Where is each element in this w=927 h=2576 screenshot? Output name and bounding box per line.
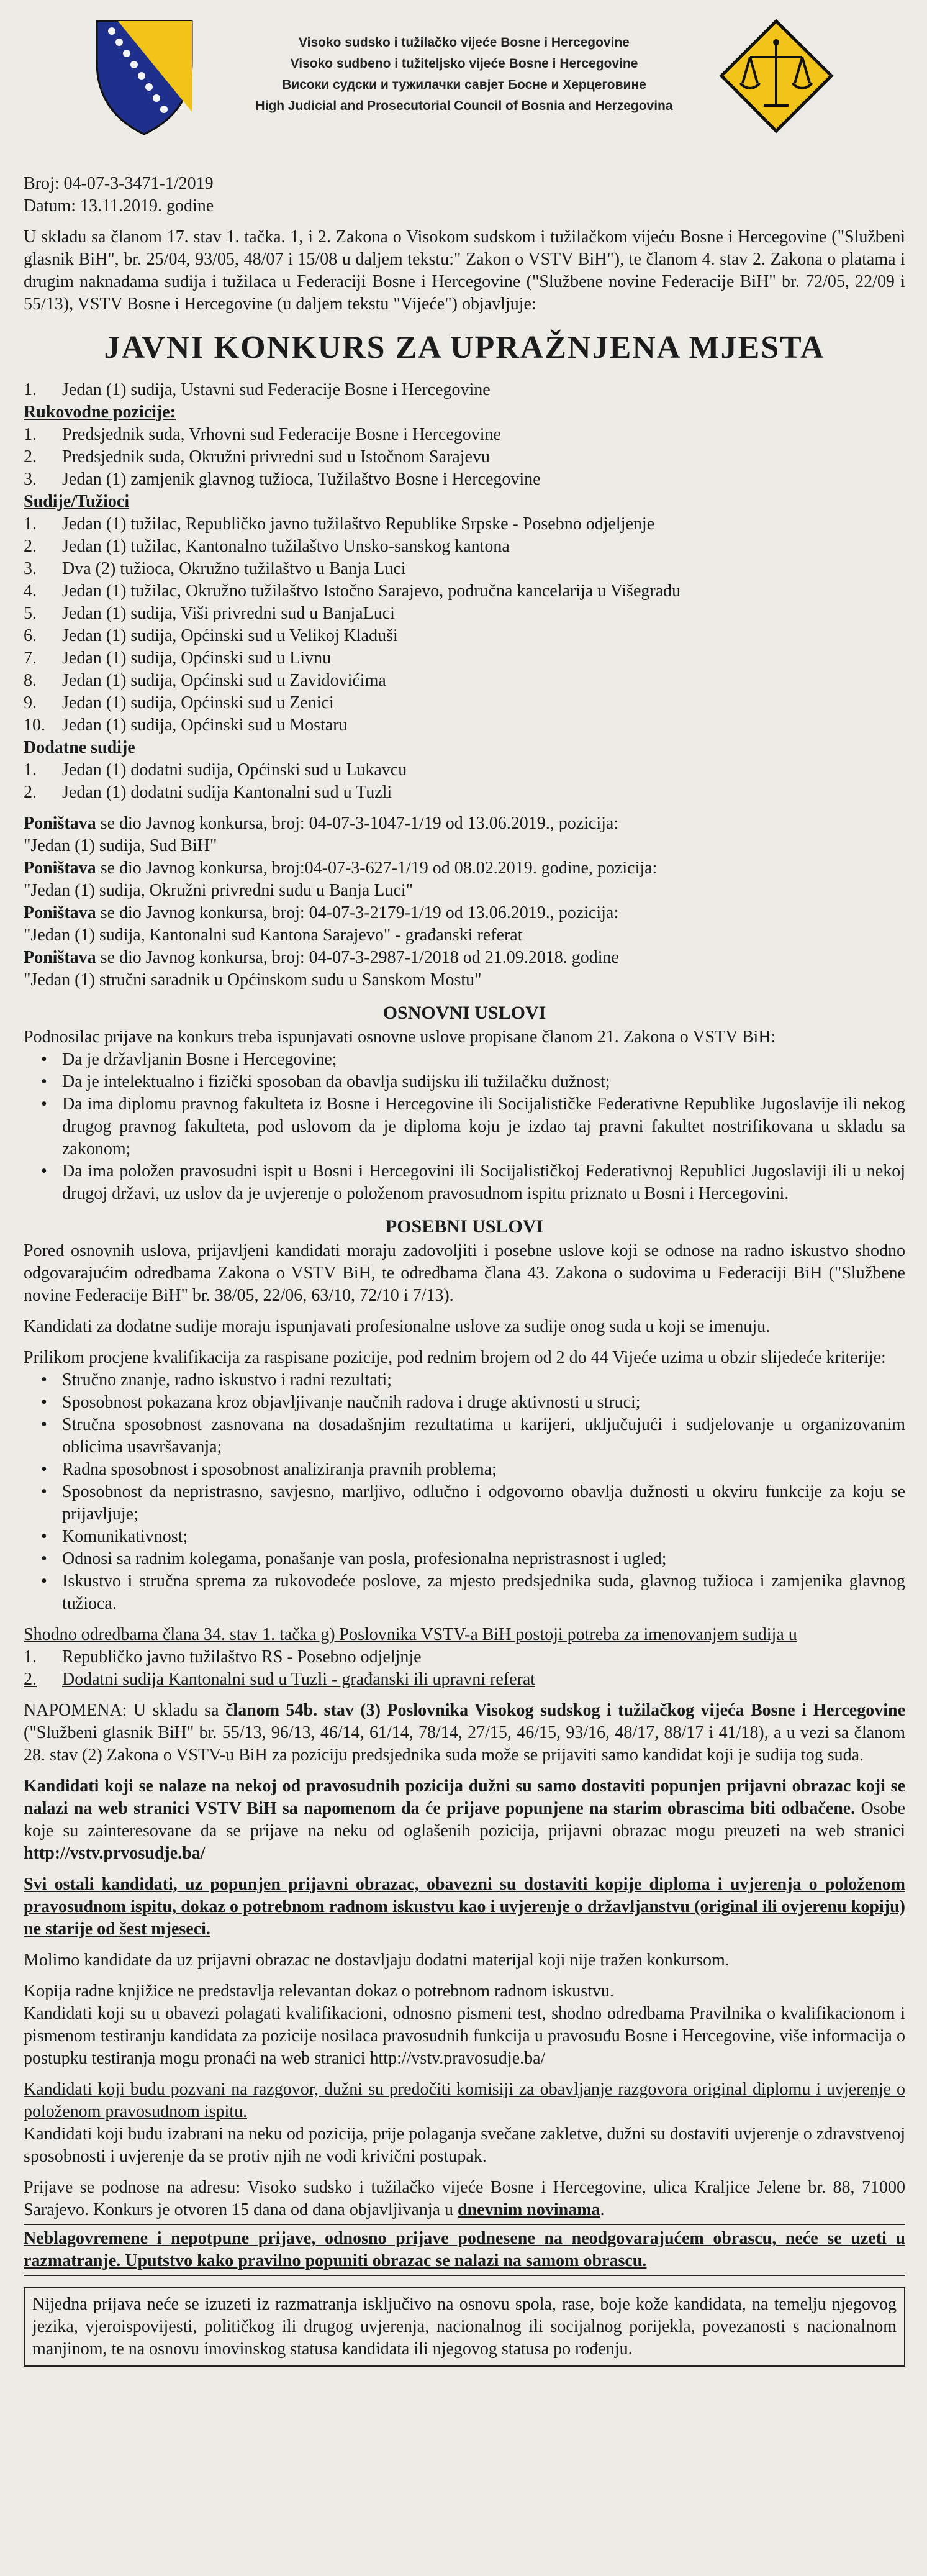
page-title: JAVNI KONKURS ZA UPRAŽNJENA MJESTA	[104, 330, 825, 365]
list-item: 3. Dva (2) tužioca, Okružno tužilaštvo u Banja Luci	[24, 559, 406, 578]
list-item: 2. Predsjednik suda, Okružni privredni sud u Istočnom Sarajevu	[24, 447, 490, 467]
annulment-position: "Jedan (1) sudija, Okružni privredni sudu u Banja Luci"	[24, 881, 414, 900]
annulment-position: "Jedan (1) sudija, Kantonalni sud Kantona Sarajevo" - građanski referat	[24, 926, 523, 945]
additional-judges-heading: Dodatne sudije	[24, 738, 135, 757]
annulment-line: Poništava se dio Javnog konkursa, broj: 04-07-3-1047-1/19 od 13.06.2019., pozicija:	[24, 814, 619, 833]
list-item: • Komunikativnost;	[41, 1527, 188, 1546]
management-heading: Rukovodne pozicije:	[24, 403, 176, 422]
annulment-line: Poništava se dio Javnog konkursa, broj:04-07-3-627-1/19 od 08.02.2019. godine, pozicija:	[24, 858, 658, 878]
list-item: • Stručna sposobnost zasnovana na dosadašnjim rezultatima u karijeri, uključujući i sudjelovanje u organizovanim oblicima usavršavanja;	[41, 1415, 905, 1457]
list-item: 1. Republičko javno tužilaštvo RS - Posebno odjeljnje	[24, 1647, 422, 1667]
list-item: 1. Jedan (1) dodatni sudija, Općinski sud u Lukavcu	[24, 760, 407, 780]
list-item: 3. Jedan (1) zamjenik glavnog tužioca, Tužilaštvo Bosne i Hercegovine	[24, 470, 541, 489]
scales-of-justice-icon	[719, 19, 834, 134]
testing-note: Kandidati koji su u obavezi polagati kvalifikacioni, odnosno pismeni test, shodno odredbama Pravilnika o kvalifikacionom i pismenom testiranju kandidata za pozicije nosilaca pravosudnih funkcija u pravosuđu Bosne i Hercegovine, više informacija o postupku testiranja mogu pronaći na web stranici http://vstv.pravosudje.ba/	[24, 2004, 905, 2068]
announcement-body	[24, 173, 905, 2367]
list-item: • Sposobnost da nepristrasno, savjesno, marljivo, odlučno i odgovorno obavlja dužnosti u okviru funkcije za koju se prijavljuje;	[41, 1482, 905, 1524]
list-item: 7. Jedan (1) sudija, Općinski sud u Livnu	[24, 649, 332, 668]
list-item: • Da je intelektualno i fizički sposoban da obavlja sudijsku ili tužilačku dužnost;	[41, 1072, 610, 1091]
annulment-line: Poništava se dio Javnog konkursa, broj: 04-07-3-2987-1/2018 od 21.09.2018. godine	[24, 948, 619, 967]
address-paragraph: Prijave se podnose na adresu: Visoko sudsko i tužilačko vijeće Bosne i Hercegovine, ulica Kraljice Jelene br. 88, 71000 Sarajevo. Konkurs je otvoren 15 dana od dana objavljivanja u dnevnim novinama.	[24, 2178, 905, 2219]
list-item: • Sposobnost pokazana kroz objavljivanje naučnih radova i druge aktivnosti u struci;	[41, 1393, 641, 1412]
list-item: • Da ima položen pravosudni ispit u Bosni i Hercegovini ili Socijalističkoj Federativnoj Republici Jugoslaviji ili u nekoj drugoj državi, uz uslov da je uvjerenje o položenom pravosudnom ispitu priznato u Bosni i Hercegovini.	[41, 1162, 905, 1203]
letterhead	[0, 0, 927, 155]
coat-of-arms-icon	[93, 19, 196, 137]
list-item: • Da je državljanin Bosne i Hercegovine;	[41, 1050, 337, 1069]
reference-date: Datum: 13.11.2019. godine	[24, 196, 214, 216]
list-item: 1. Predsjednik suda, Vrhovni sud Federacije Bosne i Hercegovine	[24, 425, 501, 444]
council-name	[242, 32, 686, 117]
council-name-line: High Judicial and Prosecutorial Council of Bosnia and Herzegovina	[255, 99, 673, 113]
no-extra-material: Molimo kandidate da uz prijavni obrazac ne dostavljaju dodatni materijal koji nije tražen konkursom.	[24, 1950, 730, 1970]
intro-paragraph: U skladu sa članom 17. stav 1. tačka. 1, i 2. Zakona o Visokom sudskom i tužilačkom vijeću Bosne i Hercegovine ("Službeni glasnik BiH", br. 25/04, 93/05, 48/07 i 15/08 u daljem tekstu:" Zakon o VSTV BiH"), te članom 4. stav 2. Zakona o platama i drugim naknadama sudija i tužilaca u Federaciji Bosne i Hercegovine ("Službene novine Federacije BiH" br. 72/05, 22/09 i 55/13), VSTV Bosne i Hercegovine (u daljem tekstu "Vijeće") objavljuje:	[24, 227, 905, 314]
management-list	[24, 424, 905, 491]
list-item: 9. Jedan (1) sudija, Općinski sud u Zenici	[24, 693, 334, 712]
list-item: 2. Dodatni sudija Kantonalni sud u Tuzli - građanski ili upravni referat	[24, 1670, 536, 1689]
late-applications-note: Neblagovremene i nepotpune prijave, odnosno prijave podnesene na neodgovarajućem obrascu, neće se uzeti u razmatranje. Uputstvo kako pravilno popuniti obrazac se nalazi na samom obrascu.	[24, 2229, 905, 2270]
council-name-line: Visoko sudbeno i tužiteljsko vijeće Bosne i Hercegovine	[290, 57, 638, 71]
form-paragraph: Kandidati koji se nalaze na nekoj od pravosudnih pozicija dužni su samo dostaviti popunjen prijavni obrazac koji se nalazi na web stranici VSTV BiH sa napomenom da će prijave popunjene na starim obrascima biti odbačene. Osobe koje su zainteresovane da se prijave na neku od oglašenih pozicija, prijavni obrazac mogu preuzeti na web stranici http://vstv.prvosudje.ba/	[24, 1777, 906, 1863]
council-name-line: Visoko sudsko i tužilačko vijeće Bosne i Hercegovine	[299, 35, 630, 50]
equality-statement: Nijedna prijava neće se izuzeti iz razmatranja isključivo na osnovu spola, rase, boje kože kandidata, na temelju njegovog jezika, vjeroispovijesti, političkog ili drugog uvjerenja, nacionalnog ili socijalnog porijekla, povezanosti s nacionalnom manjinom, te na osnovu imovinskog statusa kandidata ili njegovog statusa po rođenju.	[24, 2287, 905, 2367]
basic-conditions-lead: Podnosilac prijave na konkurs treba ispunjavati osnovne uslove propisane članom 21. Zakona o VSTV BiH:	[24, 1027, 776, 1047]
special-conditions-heading: POSEBNI USLOVI	[385, 1216, 544, 1237]
list-item: • Iskustvo i stručna sprema za rukovodeće poslove, za mjesto predsjednika suda, glavnog tužioca i zamjenika glavnog tužioca.	[41, 1572, 905, 1613]
list-item: 10. Jedan (1) sudija, Općinski sud u Mostaru	[24, 716, 348, 735]
list-item: 6. Jedan (1) sudija, Općinski sud u Velikoj Kladuši	[24, 626, 398, 645]
list-item: • Stručno znanje, radno iskustvo i radni rezultati;	[41, 1370, 392, 1390]
provision-line: Shodno odredbama člana 34. stav 1. tačka g) Poslovnika VSTV-a BiH postoji potreba za imenovanjem sudija u	[24, 1625, 797, 1644]
annulment-position: "Jedan (1) stručni saradnik u Općinskom sudu u Sanskom Mostu"	[24, 970, 482, 990]
list-item: 1. Jedan (1) tužilac, Republičko javno tužilaštvo Republike Srpske - Posebno odjeljenje	[24, 514, 655, 534]
list-item: 4. Jedan (1) tužilac, Okružno tužilaštvo Istočno Sarajevo, područna kancelarija u Višegradu	[24, 581, 681, 601]
interview-note: Kandidati koji budu pozvani na razgovor, dužni su predočiti komisiji za obavljanje razgovora original diplomu i uvjerenje o položenom pravosudnom ispitu.	[24, 2080, 905, 2121]
basic-conditions-list	[24, 1049, 905, 1205]
list-item: • Odnosi sa radnim kolegama, ponašanje van posla, profesionalna nepristrasnost i ugled;	[41, 1549, 667, 1568]
selected-note: Kandidati koji budu izabrani na neku od pozicija, prije polaganja svečane zakletve, dužni su dostaviti uvjerenje o zdravstvenoj sposobnosti i uvjerenje da se protiv njih ne vodi krivični postupak.	[24, 2124, 905, 2166]
workbook-note: Kopija radne knjižice ne predstavlja relevantan dokaz o potrebnom radnom iskustvu.	[24, 1982, 614, 2001]
list-item: 2. Jedan (1) tužilac, Kantonalno tužilaštvo Unsko-sanskog kantona	[24, 537, 510, 556]
web-link: http://vstv.prvosudje.ba/	[24, 1844, 206, 1863]
list-item: • Da ima diplomu pravnog fakulteta iz Bosne i Hercegovine ili Socijalističke Federativne Republike Jugoslavije ili nekog drugog pravnog fakulteta, pod uslovom da je diploma koju je izdao taj pravni fakultet nostrifikovana u skladu sa zakonom;	[41, 1095, 905, 1158]
documents-requirement: Svi ostali kandidati, uz popunjen prijavni obrazac, obavezni su dostaviti kopije diploma i uvjerenja o položenom pravosudnom ispitu, dokaz o potrebnom radnom iskustvu kao i uvjerenje o državljanstvu (original ili ovjerenu kopiju) ne starije od šest mjeseci.	[24, 1875, 905, 1939]
provision-list	[24, 1646, 905, 1691]
reference-number: Broj: 04-07-3-3471-1/2019	[24, 174, 214, 193]
annulment-position: "Jedan (1) sudija, Sud BiH"	[24, 836, 217, 855]
list-item: 8. Jedan (1) sudija, Općinski sud u Zavidovićima	[24, 671, 386, 690]
criteria-lead: Prilikom procjene kvalifikacija za raspisane pozicije, pod rednim brojem od 2 do 44 Vijeće uzima u obzir slijedeće kriterije:	[24, 1348, 886, 1367]
list-item: 1. Jedan (1) sudija, Ustavni sud Federacije Bosne i Hercegovine	[24, 380, 491, 399]
additional-judges-note: Kandidati za dodatne sudije moraju ispunjavati profesionalne uslove za sudije onog suda u koji se imenuju.	[24, 1317, 771, 1336]
criteria-list	[24, 1369, 905, 1615]
special-conditions-paragraph: Pored osnovnih uslova, prijavljeni kandidati moraju zadovoljiti i posebne uslove koji se odnose na radno iskustvo shodno odgovarajućim odredbama Zakona o VSTV BiH, te odredbama člana 43. Zakona o sudovima u Federaciji BiH ("Službene novine Federacije BiH" br. 38/05, 22/06, 63/10, 72/10 i 7/13).	[24, 1241, 905, 1305]
list-item: • Radna sposobnost i sposobnost analiziranja pravnih problema;	[41, 1460, 497, 1479]
council-name-line: Високи судски и тужилачки савјет Босне и Херцеговине	[282, 78, 646, 92]
position-list-first	[24, 379, 905, 401]
basic-conditions-heading: OSNOVNI USLOVI	[382, 1003, 546, 1023]
note-paragraph: NAPOMENA: U skladu sa članom 54b. stav (3) Poslovnika Visokog sudskog i tužilačkog vijeća Bosne i Hercegovine ("Službeni glasnik BiH" br. 55/13, 96/13, 46/14, 61/14, 78/14, 27/15, 46/15, 93/16, 48/17, 88/17 i 41/18), a u vezi sa članom 28. stav (2) Zakona o VSTV-u BiH za poziciju predsjednika suda može se prijaviti samo kandidat koji je sudija tog suda.	[24, 1701, 906, 1765]
additional-judges-list	[24, 759, 905, 804]
judges-list	[24, 513, 905, 737]
judges-heading: Sudije/Tužioci	[24, 492, 130, 511]
list-item: 5. Jedan (1) sudija, Viši privredni sud u BanjaLuci	[24, 604, 395, 623]
list-item: 2. Jedan (1) dodatni sudija Kantonalni sud u Tuzli	[24, 783, 392, 802]
annulments	[24, 812, 905, 991]
annulment-line: Poništava se dio Javnog konkursa, broj: 04-07-3-2179-1/19 od 13.06.2019., pozicija:	[24, 903, 619, 922]
